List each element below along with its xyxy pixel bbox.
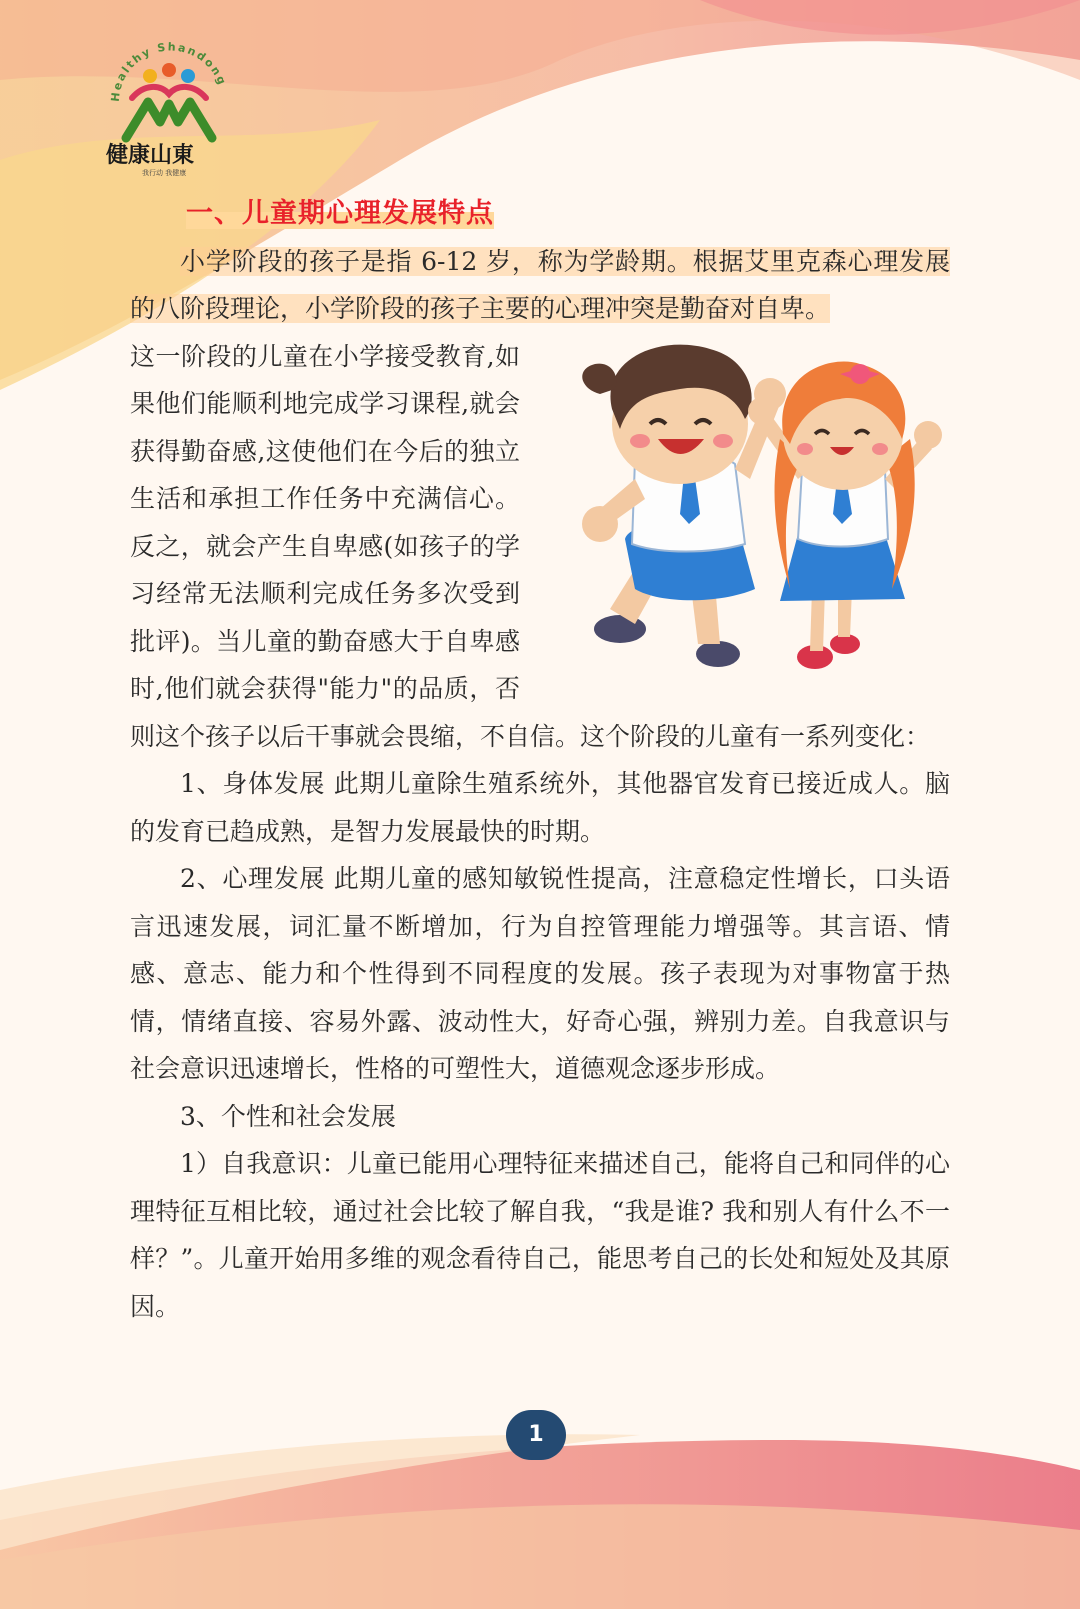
boy-figure [582, 344, 786, 666]
article-body [130, 190, 950, 1330]
page-number-badge: 1 [506, 1410, 566, 1460]
children-illustration [540, 339, 960, 689]
paragraph-personality-heading: 3、个性和社会发展 [180, 1101, 396, 1131]
logo-arc-text: Healthy Shandong [108, 40, 230, 103]
logo-slogan: 我行动 我健康 [142, 169, 187, 177]
logo-brand-text: 健康山東 [106, 143, 195, 168]
paragraph-psychological-development: 2、心理发展 此期儿童的感知敏锐性提高，注意稳定性增长，口头语言迅速发展，词汇量不断增加，行为自控管理能力增强等。其言语、情感、意志、能力和个性得到不同程度的发展。孩子表现为对事物富于热情，情绪直接、容易外露、波动性大，好奇心强，辨别力差。自我意识与社会意识迅速增长，性格的可塑性大，道德观念逐步形成。 [130, 864, 950, 1083]
intro-paragraph-b: 这一阶段的儿童在小学接受教育,如果他们能顺利地完成学习课程,就会获得勤奋感,这使他们在今后的独立生活和承担工作任务中充满信心。反之，就会产生自卑感(如孩子的学习经常无法顺利完成任务多次受到批评)。当儿童的勤奋感大于自卑感时,他们就会获得"能力"的品质，否则这个孩子以后干事就会畏缩，不自信。这个阶段的儿童有一系列变化： [130, 341, 931, 751]
paragraph-physical-development: 1、身体发展 此期儿童除生殖系统外，其他器官发育已接近成人。脑的发育已趋成熟，是智力发展最快的时期。 [130, 769, 950, 846]
paragraph-self-awareness: 1）自我意识：儿童已能用心理特征来描述自己，能将自己和同伴的心理特征互相比较，通过社会比较了解自我，“我是谁? 我和别人有什么不一样？”。儿童开始用多维的观念看待自己，能思考自己的长处和短处及其原因。 [130, 1149, 950, 1321]
healthy-shandong-logo [104, 40, 234, 180]
section-heading: 一、儿童期心理发展特点 [186, 198, 494, 229]
intro-paragraph-a: 小学阶段的孩子是指 6-12 岁，称为学龄期。根据艾里克森心理发展的八阶段理论，小学阶段的孩子主要的心理冲突是勤奋对自卑。 [130, 246, 950, 323]
